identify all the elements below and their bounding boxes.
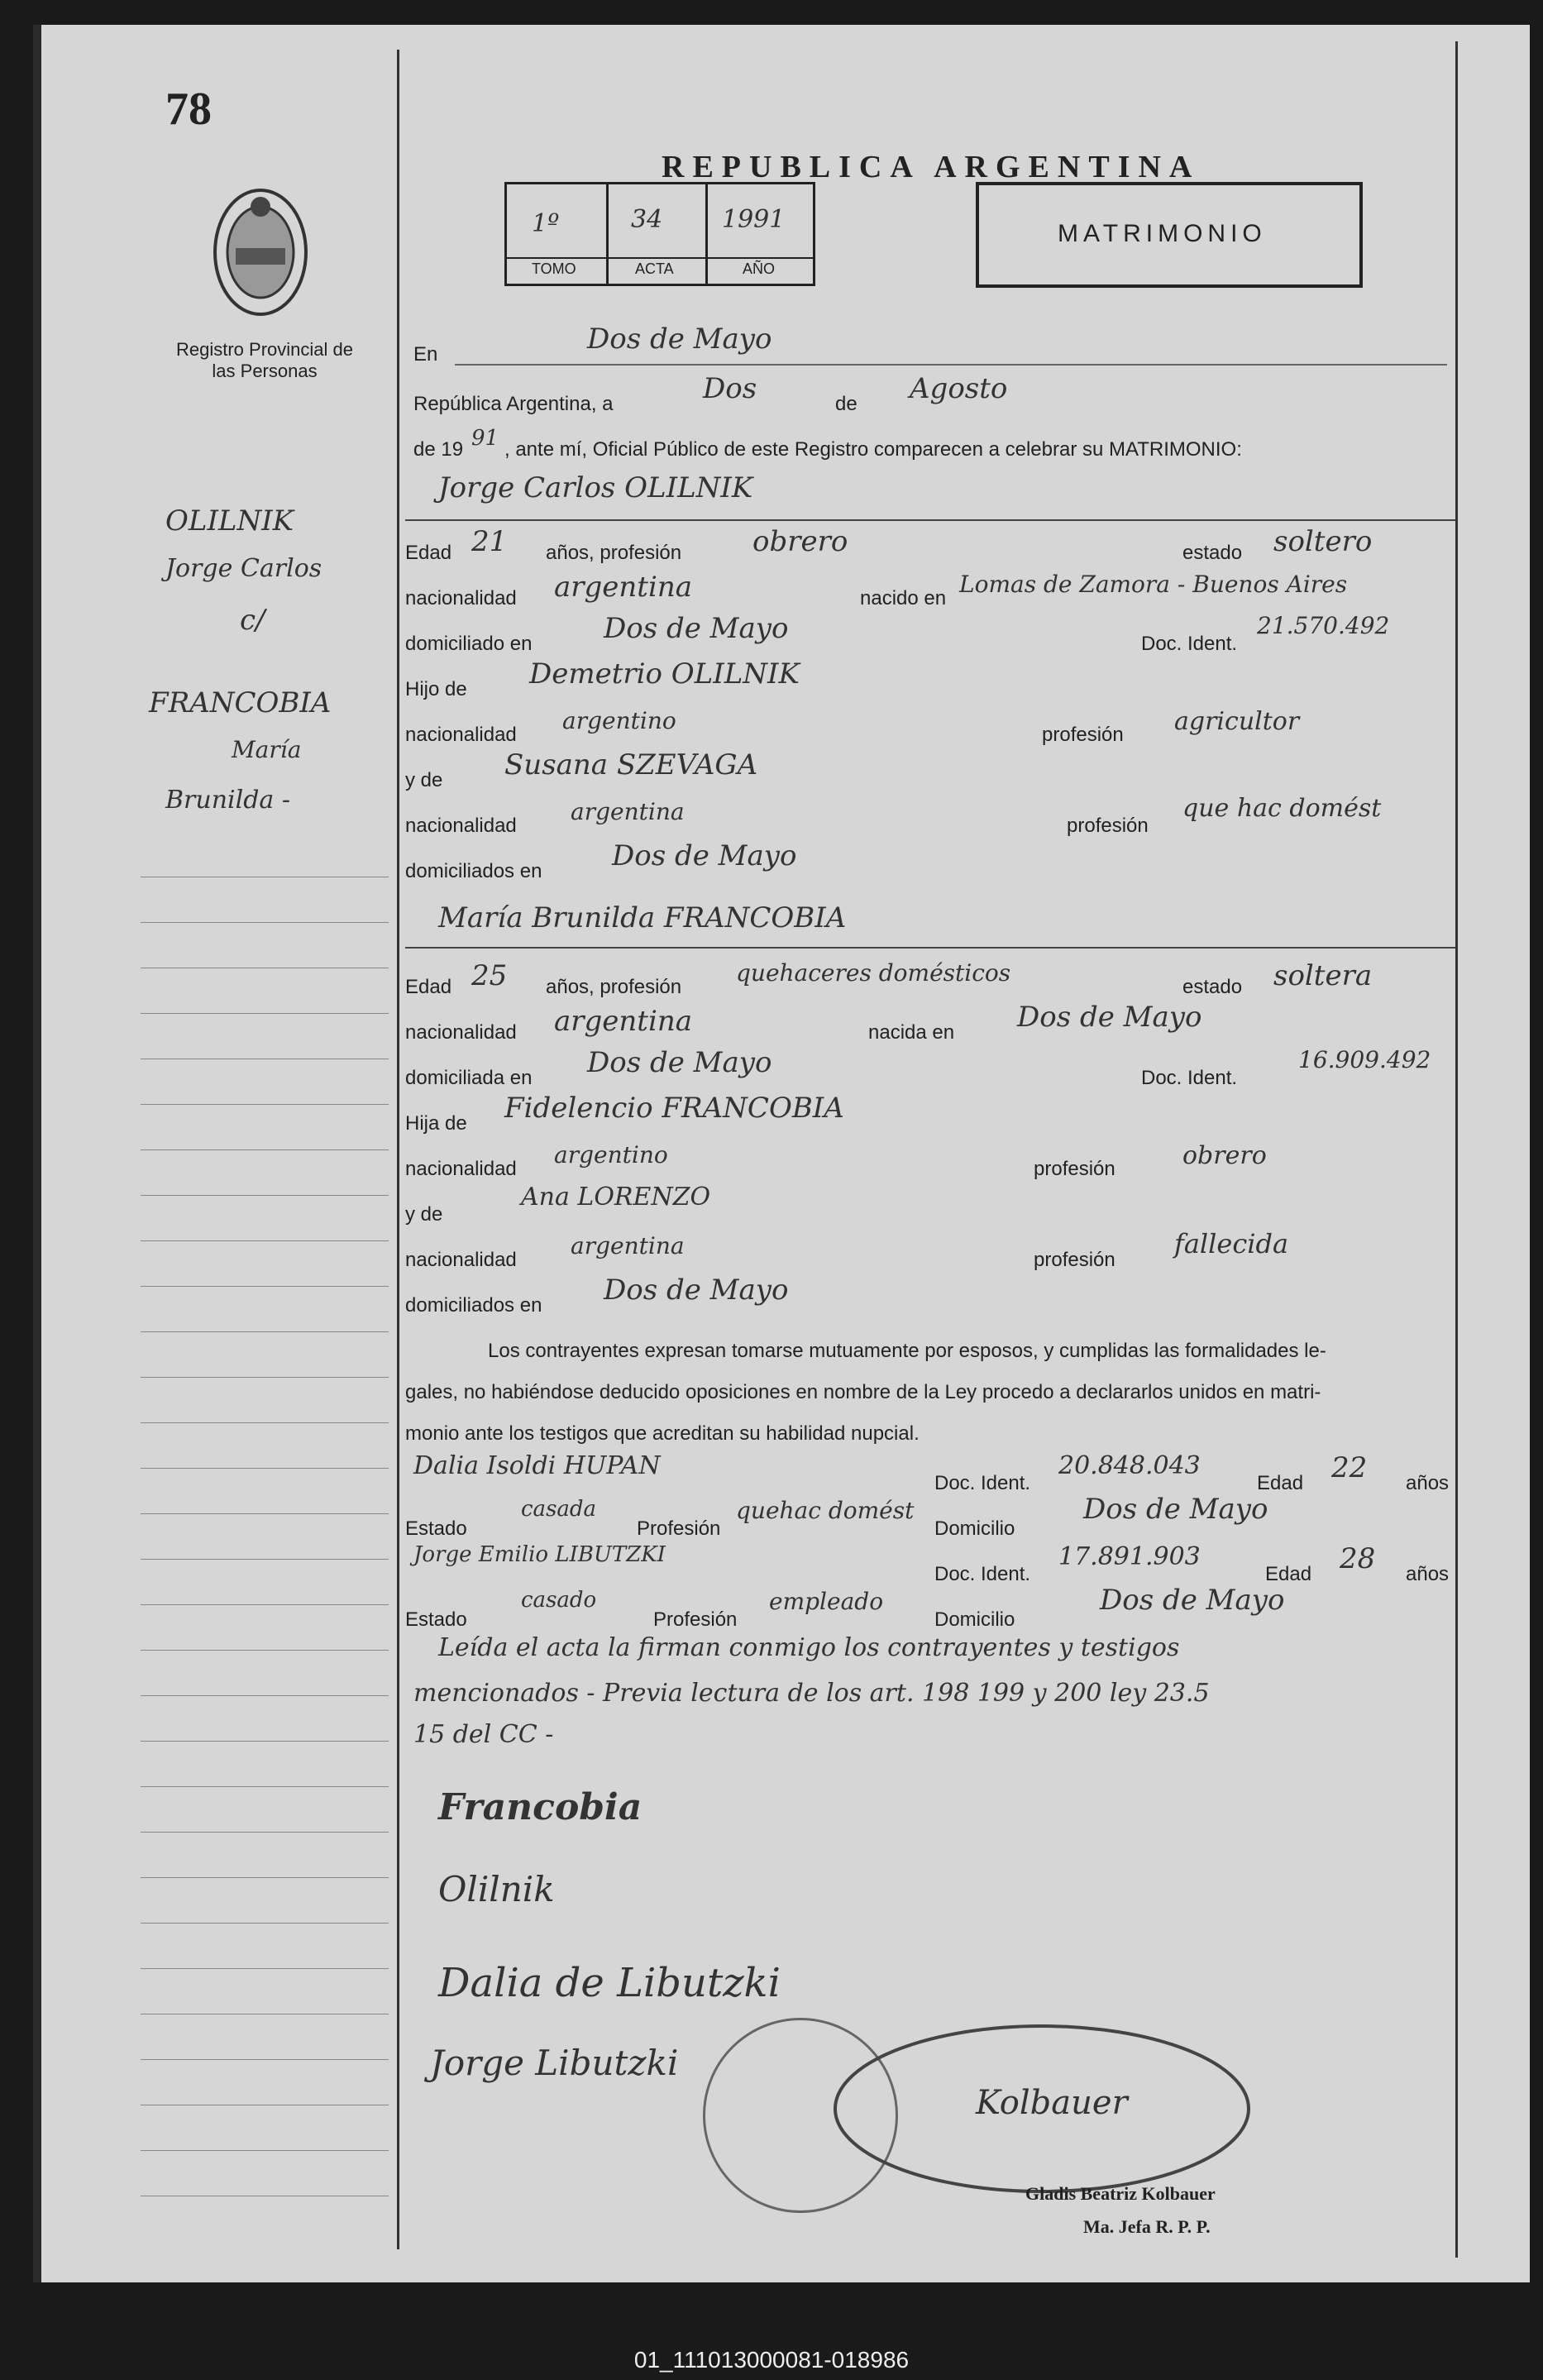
- groom-domiciliados-label: domiciliados en: [405, 860, 542, 882]
- margin-bride-surname: FRANCOBIA: [149, 686, 332, 719]
- bride-dom: Dos de Mayo: [587, 1046, 772, 1079]
- witness2-doc: 17.891.903: [1058, 1542, 1201, 1571]
- bride-doc-label: Doc. Ident.: [1141, 1067, 1238, 1089]
- groom-hijo-label: Hijo de: [405, 678, 467, 700]
- republica-label: República Argentina, a: [413, 393, 614, 415]
- witness1-doc: 20.848.043: [1058, 1451, 1201, 1480]
- groom-madre-prof-label: profesión: [1067, 815, 1149, 837]
- bride-padre: Fidelencio FRANCOBIA: [504, 1092, 844, 1125]
- record-type-box: [976, 182, 1363, 288]
- groom-padre-prof-label: profesión: [1042, 724, 1124, 746]
- page-number: 78: [165, 84, 212, 135]
- intro-text: , ante mí, Oficial Público de este Registro comparecen a celebrar su MATRIMONIO:: [504, 438, 1242, 461]
- groom-madre: Susana SZEVAGA: [504, 748, 758, 781]
- groom-nacido: Lomas de Zamora - Buenos Aires: [959, 571, 1348, 598]
- ano-label: AÑO: [743, 260, 776, 277]
- margin-line-right: [1455, 41, 1458, 2258]
- bride-padre-prof: obrero: [1182, 1141, 1267, 1170]
- groom-estado-label: estado: [1182, 542, 1243, 564]
- witness2-prof-label: Profesión: [653, 1608, 738, 1631]
- margin-bride-name2: Brunilda -: [165, 786, 290, 815]
- de-label: de: [835, 393, 857, 415]
- reference-box: [504, 182, 815, 286]
- groom-padre: Demetrio OLILNIK: [529, 657, 800, 691]
- witness2-domicilio: Dos de Mayo: [1100, 1584, 1285, 1617]
- witness1-name: Dalia Isoldi HUPAN: [413, 1451, 661, 1480]
- ano-value: 1991: [722, 205, 786, 234]
- signature-witness2: Jorge Libutzki: [430, 2043, 679, 2083]
- signature-groom: Olilnik: [438, 1869, 555, 1909]
- bride-nac: argentina: [554, 1005, 693, 1038]
- note-line-3: 15 del CC -: [413, 1720, 554, 1749]
- signature-official: Kolbauer: [976, 2084, 1128, 2122]
- tomo-label: TOMO: [532, 260, 576, 277]
- witness1-doc-label: Doc. Ident.: [934, 1472, 1031, 1494]
- groom-padre-nac: argentino: [562, 707, 676, 734]
- witness2-anos: años: [1406, 1563, 1450, 1585]
- witness1-edad-label: Edad: [1257, 1472, 1304, 1494]
- stamp-title: Ma. Jefa R. P. P.: [1083, 2216, 1211, 2237]
- acta-label: ACTA: [635, 260, 674, 277]
- signature-bride: Francobia: [438, 1786, 643, 1828]
- country-title: REPUBLICA ARGENTINA: [662, 150, 1201, 184]
- file-id: 01_111013000081-018986: [633, 2347, 910, 2373]
- intro-day: Dos: [703, 372, 757, 405]
- bride-madre-prof-label: profesión: [1034, 1249, 1115, 1271]
- intro-month: Agosto: [910, 372, 1008, 405]
- bride-madre-nac: argentina: [571, 1232, 685, 1259]
- groom-madre-nac-label: nacionalidad: [405, 815, 517, 837]
- margin-bride-name1: María: [232, 736, 302, 763]
- bride-madre-prof: fallecida: [1174, 1228, 1289, 1259]
- bride-name: María Brunilda FRANCOBIA: [438, 901, 847, 934]
- groom-doc-label: Doc. Ident.: [1141, 633, 1238, 655]
- declaration-line-3: monio ante los testigos que acreditan su habilidad nupcial.: [405, 1422, 920, 1445]
- bride-nacida-label: nacida en: [868, 1021, 955, 1044]
- bride-edad-label: Edad: [405, 976, 452, 998]
- witness1-anos: años: [1406, 1472, 1450, 1494]
- note-line-2: mencionados - Previa lectura de los art. 198 199 y 200 ley 23.5: [413, 1679, 1210, 1708]
- groom-estado: soltero: [1273, 525, 1373, 558]
- bride-doc: 16.909.492: [1298, 1046, 1431, 1073]
- bride-madre: Ana LORENZO: [521, 1183, 711, 1212]
- bride-profesion: quehaceres domésticos: [736, 959, 1011, 987]
- witness2-edad-label: Edad: [1265, 1563, 1312, 1585]
- groom-edad: 21: [471, 525, 508, 558]
- bride-nacida: Dos de Mayo: [1017, 1001, 1202, 1034]
- registry-name: Registro Provincial de las Personas: [176, 339, 353, 381]
- signature-witness1: Dalia de Libutzki: [438, 1960, 781, 2006]
- witness2-estado: casado: [521, 1588, 597, 1613]
- witness1-prof-label: Profesión: [637, 1517, 721, 1540]
- groom-name: Jorge Carlos OLILNIK: [438, 471, 753, 504]
- witness1-prof: quehac domést: [736, 1497, 915, 1524]
- bride-domiciliados-label: domiciliados en: [405, 1294, 542, 1317]
- groom-nac: argentina: [554, 571, 693, 604]
- groom-profesion: obrero: [752, 525, 848, 558]
- groom-profesion-label: años, profesión: [546, 542, 682, 564]
- bride-yde-label: y de: [405, 1203, 443, 1226]
- groom-dom: Dos de Mayo: [604, 612, 789, 645]
- register-page: [33, 25, 1530, 2282]
- bride-edad: 25: [471, 959, 508, 992]
- margin-groom-names: Jorge Carlos: [165, 554, 322, 583]
- bride-padre-nac: argentino: [554, 1141, 668, 1168]
- bride-hija-label: Hija de: [405, 1112, 467, 1135]
- witness2-name: Jorge Emilio LIBUTZKI: [413, 1542, 666, 1567]
- witness1-domicilio-label: Domicilio: [934, 1517, 1015, 1540]
- bride-profesion-label: años, profesión: [546, 976, 682, 998]
- margin-groom-surname: OLILNIK: [165, 504, 294, 538]
- witness1-edad: 22: [1331, 1451, 1368, 1484]
- groom-nacido-label: nacido en: [860, 587, 947, 609]
- groom-dom-label: domiciliado en: [405, 633, 533, 655]
- margin-line-left: [397, 50, 399, 2249]
- bride-padre-nac-label: nacionalidad: [405, 1158, 517, 1180]
- witness1-estado: casada: [521, 1497, 597, 1522]
- declaration-line-2: gales, no habiéndose deducido oposiciones en nombre de la Ley procedo a declararlos unidos en matri-: [405, 1381, 1321, 1403]
- bride-padre-prof-label: profesión: [1034, 1158, 1115, 1180]
- witness2-prof: empleado: [769, 1588, 884, 1615]
- tomo-value: 1º: [532, 209, 560, 238]
- stamp-name: Gladis Beatriz Kolbauer: [1025, 2183, 1216, 2204]
- groom-edad-label: Edad: [405, 542, 452, 564]
- groom-madre-nac: argentina: [571, 798, 685, 825]
- intro-year: 91: [471, 426, 499, 451]
- bride-estado: soltera: [1273, 959, 1373, 992]
- witness2-domicilio-label: Domicilio: [934, 1608, 1015, 1631]
- record-type: MATRIMONIO: [1058, 220, 1267, 247]
- groom-doc: 21.570.492: [1257, 612, 1390, 639]
- witness2-edad: 28: [1340, 1542, 1376, 1575]
- groom-domiciliados: Dos de Mayo: [612, 839, 797, 872]
- bride-dom-label: domiciliada en: [405, 1067, 533, 1089]
- groom-nac-label: nacionalidad: [405, 587, 517, 609]
- margin-conj: c/: [240, 604, 265, 637]
- witness2-doc-label: Doc. Ident.: [934, 1563, 1031, 1585]
- witness1-domicilio: Dos de Mayo: [1083, 1493, 1268, 1526]
- en-label: En: [413, 343, 438, 366]
- groom-padre-prof: agricultor: [1174, 707, 1300, 736]
- bride-nac-label: nacionalidad: [405, 1021, 517, 1044]
- declaration-line-1: Los contrayentes expresan tomarse mutuamente por esposos, y cumplidas las formalidades le-: [488, 1340, 1326, 1362]
- acta-value: 34: [631, 205, 663, 234]
- groom-madre-prof: que hac domést: [1182, 794, 1382, 823]
- year-prefix: de 19: [413, 438, 464, 461]
- coat-of-arms-icon: [207, 182, 314, 323]
- note-line-1: Leída el acta la firman conmigo los contrayentes y testigos: [438, 1633, 1180, 1662]
- witness2-estado-label: Estado: [405, 1608, 467, 1631]
- groom-yde-label: y de: [405, 769, 443, 791]
- bride-domiciliados: Dos de Mayo: [604, 1274, 789, 1307]
- groom-padre-nac-label: nacionalidad: [405, 724, 517, 746]
- witness1-estado-label: Estado: [405, 1517, 467, 1540]
- bride-estado-label: estado: [1182, 976, 1243, 998]
- bride-madre-nac-label: nacionalidad: [405, 1249, 517, 1271]
- intro-place: Dos de Mayo: [587, 323, 772, 356]
